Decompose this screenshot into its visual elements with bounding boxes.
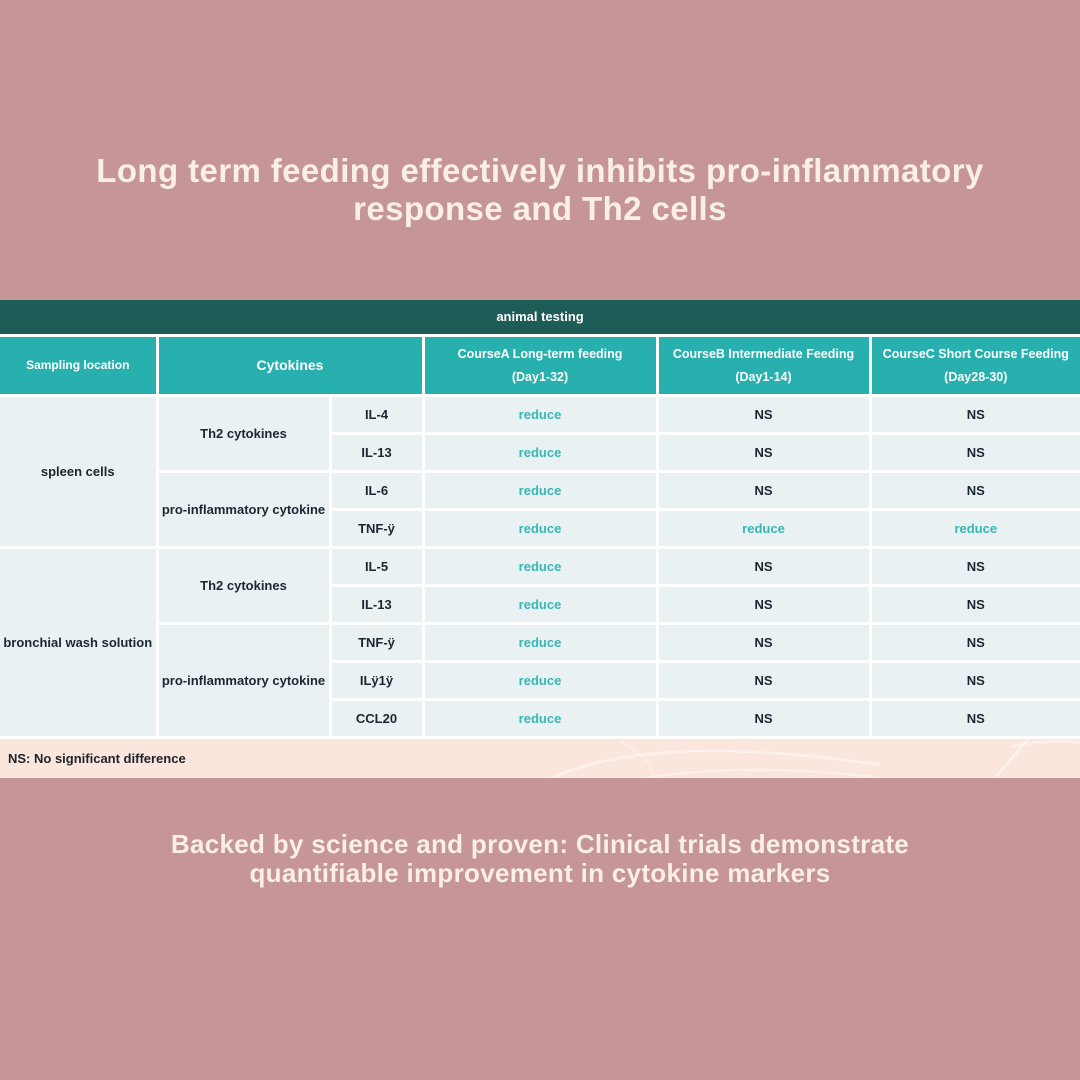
result-cell-course-b: NS	[657, 547, 870, 585]
header-course-b-name: CourseB Intermediate Feeding	[672, 346, 855, 361]
table-banner-row	[0, 300, 1080, 335]
page-title-line2: response and Th2 cells	[353, 190, 727, 227]
result-cell-course-b: NS	[657, 585, 870, 623]
header-course-c-name: CourseC Short Course Feeding	[882, 346, 1069, 361]
table-row	[0, 623, 1080, 661]
results-table-block	[0, 300, 1080, 778]
table-footnote-strip	[0, 739, 1080, 778]
cytokine-cell: IL-13	[330, 433, 423, 471]
cytokine-cell: IL-4	[330, 395, 423, 433]
result-cell-course-a: reduce	[423, 471, 657, 509]
result-cell-course-a: reduce	[423, 699, 657, 737]
footer-caption	[0, 830, 1080, 888]
result-cell-course-c: NS	[870, 395, 1080, 433]
result-cell-course-c: NS	[870, 661, 1080, 699]
result-cell-course-a: reduce	[423, 433, 657, 471]
cytokine-cell: IL-13	[330, 585, 423, 623]
header-cytokines: Cytokines	[157, 335, 423, 395]
result-cell-course-c: NS	[870, 433, 1080, 471]
header-course-a	[423, 335, 657, 395]
result-cell-course-b: NS	[657, 395, 870, 433]
cytokine-cell: ILÿ1ÿ	[330, 661, 423, 699]
cytokine-cell: IL-6	[330, 471, 423, 509]
category-cell: pro-inflammatory cytokine	[157, 623, 330, 737]
category-cell: Th2 cytokines	[157, 395, 330, 471]
table-row	[0, 471, 1080, 509]
cytokine-cell: CCL20	[330, 699, 423, 737]
table-footnote: NS: No significant difference	[8, 750, 186, 766]
result-cell-course-a: reduce	[423, 585, 657, 623]
header-sampling-location: Sampling location	[0, 335, 157, 395]
table-header-row	[0, 335, 1080, 395]
result-cell-course-c: NS	[870, 699, 1080, 737]
category-cell: pro-inflammatory cytokine	[157, 471, 330, 547]
table-row	[0, 395, 1080, 433]
result-cell-course-a: reduce	[423, 623, 657, 661]
result-cell-course-c: reduce	[870, 509, 1080, 547]
result-cell-course-c: NS	[870, 585, 1080, 623]
result-cell-course-c: NS	[870, 471, 1080, 509]
result-cell-course-b: NS	[657, 433, 870, 471]
result-cell-course-b: NS	[657, 623, 870, 661]
result-cell-course-b: NS	[657, 699, 870, 737]
header-course-a-days: (Day1-32)	[511, 369, 569, 384]
table-banner: animal testing	[0, 300, 1080, 335]
page-title	[0, 152, 1080, 228]
result-cell-course-b: NS	[657, 661, 870, 699]
result-cell-course-b: NS	[657, 471, 870, 509]
header-course-b-days: (Day1-14)	[735, 369, 792, 384]
category-cell: Th2 cytokines	[157, 547, 330, 623]
result-cell-course-a: reduce	[423, 661, 657, 699]
footer-caption-line1: Backed by science and proven: Clinical trials demonstrate	[170, 829, 910, 859]
location-cell: bronchial wash solution	[0, 547, 157, 737]
cytokine-cell: IL-5	[330, 547, 423, 585]
result-cell-course-c: NS	[870, 547, 1080, 585]
result-cell-course-b: reduce	[657, 509, 870, 547]
header-course-c	[870, 335, 1080, 395]
cytokine-cell: TNF-ÿ	[330, 509, 423, 547]
result-cell-course-a: reduce	[423, 547, 657, 585]
result-cell-course-a: reduce	[423, 395, 657, 433]
location-cell: spleen cells	[0, 395, 157, 547]
footer-caption-line2: quantifiable improvement in cytokine markers	[249, 858, 831, 888]
page-title-line1: Long term feeding effectively inhibits pro-inflammatory	[96, 152, 984, 189]
cytokine-cell: TNF-ÿ	[330, 623, 423, 661]
table-row	[0, 547, 1080, 585]
header-course-c-days: (Day28-30)	[944, 369, 1008, 384]
header-course-a-name: CourseA Long-term feeding	[457, 346, 623, 361]
cytokine-results-table	[0, 300, 1080, 739]
header-course-b	[657, 335, 870, 395]
result-cell-course-c: NS	[870, 623, 1080, 661]
result-cell-course-a: reduce	[423, 509, 657, 547]
